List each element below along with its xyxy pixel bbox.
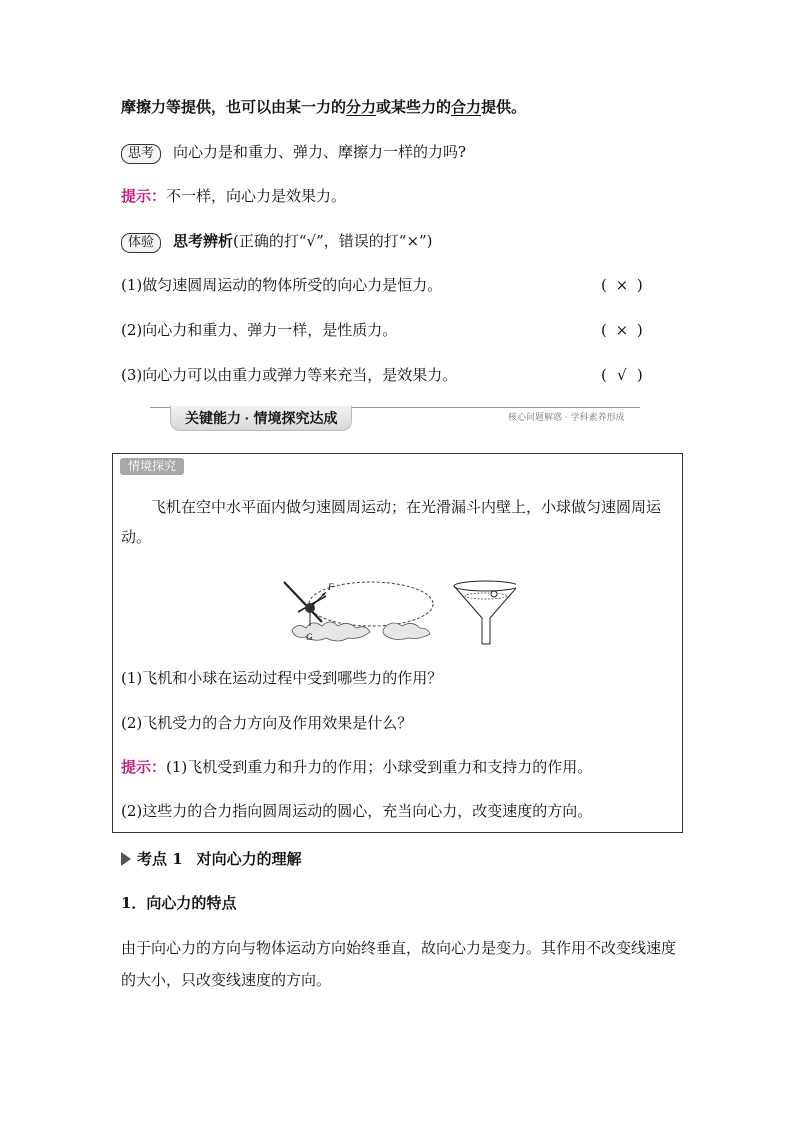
term-resultant-force: 合力 bbox=[451, 98, 482, 116]
section-paragraph: 由于向心力的方向与物体运动方向始终垂直，故向心力是变力。其作用不改变线速度的大小，只改变线速度的方向。 bbox=[121, 939, 677, 989]
force-label-g: G bbox=[306, 632, 313, 642]
section-heading: 1．向心力的特点 bbox=[121, 894, 237, 912]
experience-note: (正确的打“√”，错误的打“×”) bbox=[233, 232, 433, 250]
cloud-shape bbox=[292, 622, 370, 641]
hint-label: 提示： bbox=[121, 187, 167, 205]
section-banner: 关键能力 · 情境探究达成 bbox=[170, 406, 352, 431]
cloud-shape bbox=[383, 623, 430, 640]
hint-text: 不一样，向心力是效果力。 bbox=[166, 187, 347, 205]
judgement-mark: ( × ) bbox=[601, 321, 643, 339]
situation-tag: 情境探究 bbox=[120, 458, 184, 475]
question-1: (1)飞机和小球在运动过程中受到哪些力的作用？ bbox=[121, 669, 443, 687]
answer-hint-2: (2)这些力的合力指向圆周运动的圆心，充当向心力，改变速度的方向。 bbox=[121, 802, 593, 820]
experience-row bbox=[121, 231, 433, 253]
answer-hint-1: 提示：(1)飞机受到重力和升力的作用；小球受到重力和支持力的作用。 bbox=[121, 758, 593, 776]
judgement-mark: ( × ) bbox=[601, 276, 643, 294]
continuation-line: 摩擦力等提供，也可以由某一力的分力或某些力的合力提供。 bbox=[121, 98, 527, 116]
think-question: 向心力是和重力、弹力、摩擦力一样的力吗? bbox=[173, 143, 467, 161]
kaodian-heading: 考点 1 对向心力的理解 bbox=[121, 849, 302, 869]
hint-label: 提示： bbox=[121, 758, 167, 776]
experience-title: 思考辨析 bbox=[173, 232, 234, 250]
judgement-item: (3)向心力可以由重力或弹力等来充当，是效果力。 bbox=[121, 366, 458, 384]
airplane-icon bbox=[284, 582, 326, 626]
funnel-icon bbox=[454, 581, 516, 644]
hint-row bbox=[121, 186, 346, 206]
banner-subtitle: 核心问题解惑 · 学科素养形成 bbox=[508, 413, 625, 423]
force-label-f: F bbox=[328, 582, 334, 592]
think-row bbox=[121, 142, 466, 164]
question-2: (2)飞机受力的合力方向及作用效果是什么？ bbox=[121, 714, 413, 732]
situation-paragraph: 飞机在空中水平面内做匀速圆周运动；在光滑漏斗内壁上，小球做匀速圆周运动。 bbox=[121, 498, 662, 546]
judgement-mark: ( √ ) bbox=[601, 366, 643, 384]
think-tag: 思考 bbox=[121, 144, 161, 164]
situation-figure bbox=[276, 578, 516, 650]
experience-tag: 体验 bbox=[121, 233, 161, 253]
term-component-force: 分力 bbox=[346, 98, 377, 116]
judgement-item: (1)做匀速圆周运动的物体所受的向心力是恒力。 bbox=[121, 276, 443, 294]
judgement-item: (2)向心力和重力、弹力一样，是性质力。 bbox=[121, 321, 398, 339]
play-triangle-icon bbox=[121, 852, 131, 866]
